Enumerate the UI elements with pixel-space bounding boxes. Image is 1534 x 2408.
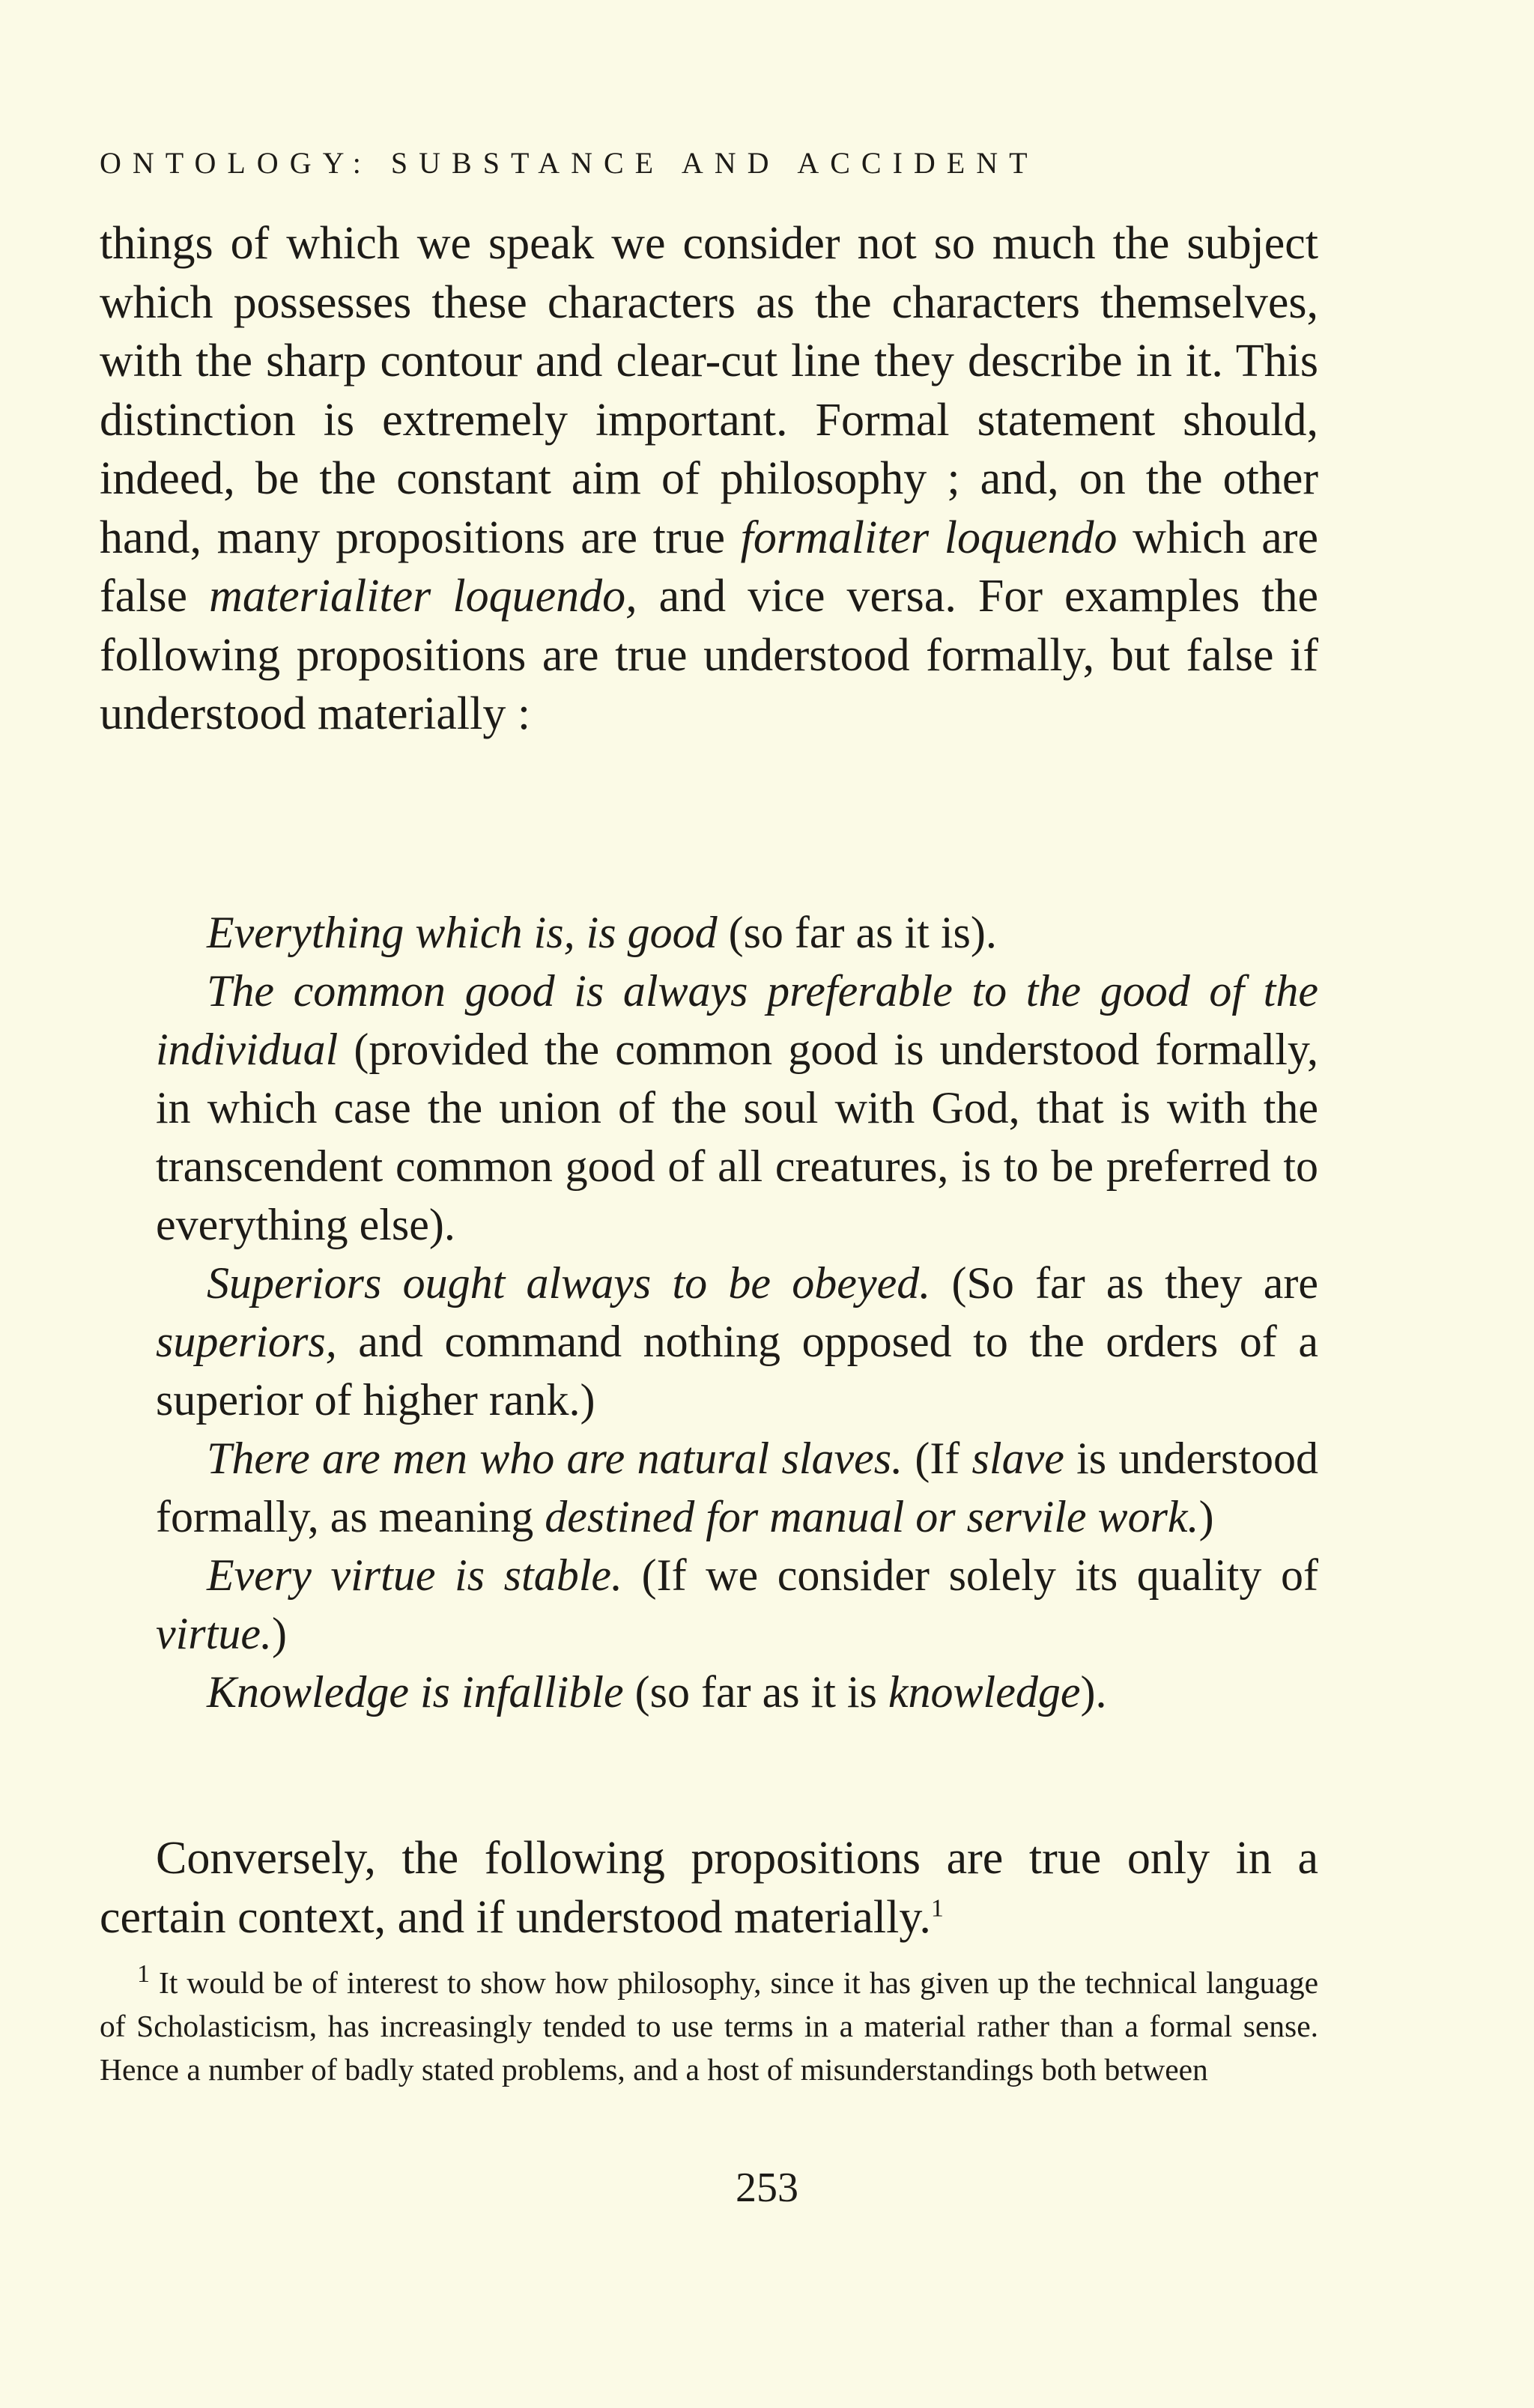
conversely-paragraph: Conversely, the following propositions are true only in a certain context, and if understood materially.$^1$ (100, 1833, 1318, 1943)
example-proposition: Knowledge is infallible (so far as it is knowledge). (207, 1667, 1107, 1717)
paragraph-text: which are false (100, 512, 1318, 622)
paragraph-text: things of which we speak we consider not so much the subject which possesses these characters as the characters themselves, with the sharp contour and clear-cut line they describe in it. This distinction is extremely important. Formal statement should, indeed, be the constant aim of philosophy ; and, on the other hand, many propositions are true (100, 218, 1318, 563)
page-number: 253 (736, 2165, 798, 2211)
example-proposition: Everything which is, is good (so far as it is). (207, 908, 997, 957)
main-paragraph (100, 214, 1318, 744)
footnote-reference: 1 (930, 1894, 944, 1923)
latin-term: formaliter loquendo (740, 512, 1118, 563)
running-head: ONTOLOGY: SUBSTANCE AND ACCIDENT (100, 146, 1039, 180)
footnote-marker: 1 (137, 1960, 150, 1989)
latin-term: materialiter loquendo, (209, 571, 637, 622)
example-proposition: There are men who are natural slaves. (If slave is understood formally, as meaning destined for manual or servile work.) (156, 1434, 1318, 1541)
paragraph-text: and vice versa. For examples the following propositions are true understood formally, but false if understood materially : (100, 571, 1318, 739)
footnote-text: It would be of interest to show how philosophy, since it has given up the technical language of Scholasticism, has increasingly tended to use terms in a material rather than a formal sense. Hence a number of badly stated problems, and a host of misunderstandings both between (100, 1965, 1319, 2087)
example-propositions (156, 903, 1318, 1721)
footnote (100, 1961, 1318, 2091)
example-proposition: Every virtue is stable. (If we consider solely its quality of virtue.) (156, 1550, 1319, 1658)
example-proposition: The common good is always preferable to the good of the individual (provided the common good is understood formally, in which case the union of the soul with God, that is with the transcendent common good of all creatures, is to be preferred to everything else). (156, 966, 1318, 1249)
example-proposition: Superiors ought always to be obeyed. (So far as they are superiors, and command nothing opposed to the orders of a superior of higher rank.) (156, 1258, 1318, 1425)
